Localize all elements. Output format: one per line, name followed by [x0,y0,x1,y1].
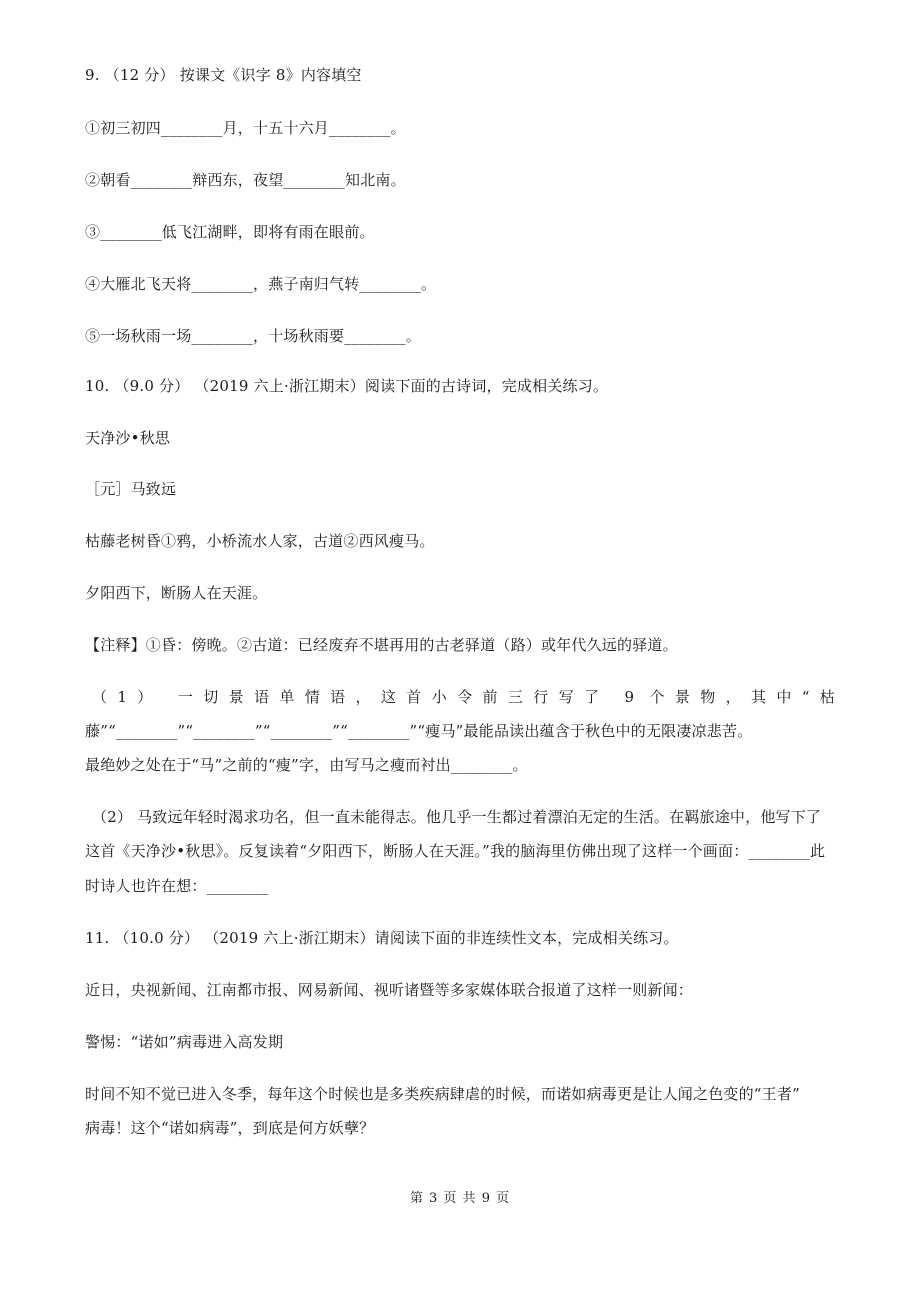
question-11-title: 11. （10.0 分） （2019 六上·浙江期末）请阅读下面的非连续性文本，完成相关练习。 [85,929,679,947]
poem-author: ［元］马致远 [85,480,177,498]
question-10-title: 10. （9.0 分） （2019 六上·浙江期末）阅读下面的古诗词，完成相关练习。 [85,377,609,395]
question-9-item-5: ⑤一场秋雨一场________，十场秋雨要________。 [85,327,422,345]
poem-line-1: 枯藤老树昏①鸦，小桥流水人家，古道②西风瘦马。 [85,532,435,550]
question-9-item-2: ②朝看________辩西东，夜望________知北南。 [85,171,406,189]
poem-note: 【注释】①昏：傍晚。②古道：已经废弃不堪再用的古老驿道（路）或年代久远的驿道。 [85,636,678,654]
page-footer: 第 3 页 共 9 页 [409,1191,511,1206]
sub-question-1-line-3: 最绝妙之处在于“马”之前的“瘦”字，由写马之瘦而衬出________。 [85,756,528,774]
poem-title: 天净沙•秋思 [85,429,171,447]
sub-question-1-line-1: （1） 一切景语单情语，这首小令前三行写了 9 个景物，其中“枯 [92,688,835,706]
sub-question-1-line-2: 藤”“________”“________”“________”“________”“瘦马”最能品读出蕴含于秋色中的无限凄凉悲苦。 [85,722,753,740]
sub-question-2-line-1: （2） 马致远年轻时渴求功名，但一直未能得志。他几乎一生都过着漂泊无定的生活。在羁旅途中，他写下了 [92,808,822,826]
sub-question-2-line-2: 这首《天净沙•秋思》。反复读着“夕阳西下，断肠人在天涯。”我的脑海里仿佛出现了这样一个画面：________此 [85,842,826,860]
question-9-item-4: ④大雁北飞天将________，燕子南归气转________。 [85,275,437,293]
question-11-intro: 近日，央视新闻、江南都市报、网易新闻、视听诸暨等多家媒体联合报道了这样一则新闻： [85,981,694,999]
poem-line-2: 夕阳西下，断肠人在天涯。 [85,584,268,602]
news-headline: 警惕：“诺如”病毒进入高发期 [85,1033,284,1051]
question-9-title: 9. （12 分） 按课文《识字 8》内容填空 [85,66,362,84]
news-body-line-2: 病毒！这个“诺如病毒”，到底是何方妖孽？ [85,1119,375,1137]
news-body-line-1: 时间不知不觉已进入冬季，每年这个时候也是多类疾病肆虐的时候，而诺如病毒更是让人闻之色变的“王者” [85,1085,800,1103]
sub-question-2-line-3: 时诗人也许在想：________ [85,877,269,895]
question-9-item-1: ①初三初四________月，十五十六月________。 [85,119,406,137]
question-9-item-3: ③________低飞江湖畔，即将有雨在眼前。 [85,223,375,241]
